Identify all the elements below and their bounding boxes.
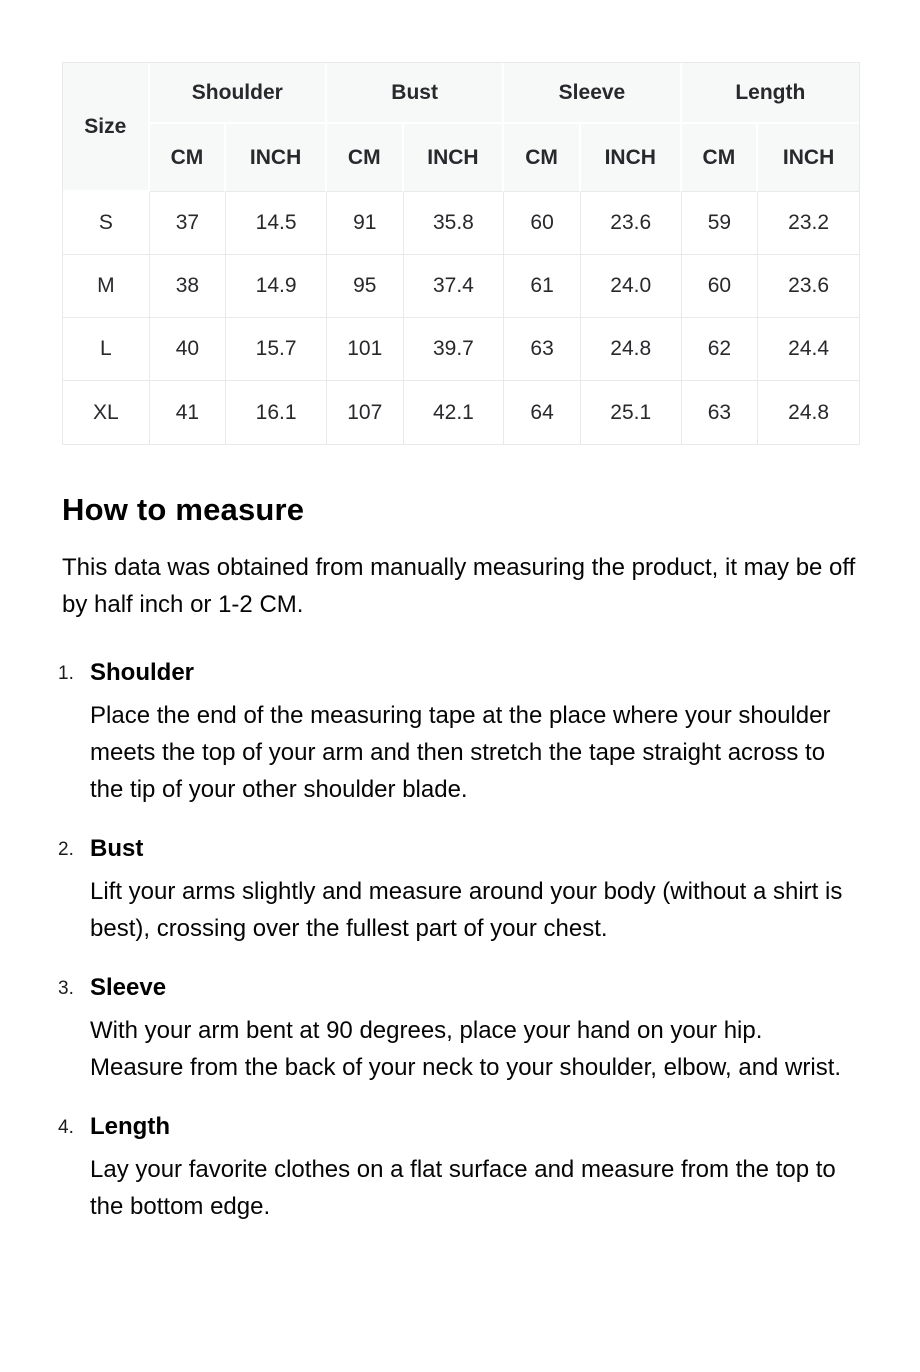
step-description: With your arm bent at 90 degrees, place your hand on your hip. Measure from the back of your neck to your shoulder, elbow, and wrist. [90, 1017, 842, 1081]
group-header-row [63, 63, 859, 124]
group-header-length: Length [682, 63, 859, 124]
step-term: Length [90, 1113, 170, 1140]
value-cell: 107 [327, 381, 404, 444]
measure-step-bust [58, 835, 860, 947]
measure-step-sleeve [58, 974, 860, 1086]
value-cell: 37 [150, 192, 227, 255]
step-body [90, 835, 860, 947]
value-cell: 60 [504, 192, 581, 255]
table-row-s [63, 192, 859, 255]
step-term: Shoulder [90, 659, 195, 686]
value-cell: 40 [150, 318, 227, 381]
step-number: 1. [58, 663, 74, 684]
value-cell: 62 [682, 318, 759, 381]
unit-header-length-inch: INCH [758, 124, 859, 192]
step-description: Lay your favorite clothes on a flat surface and measure from the top to the bottom edge. [90, 1156, 836, 1220]
measure-step-shoulder [58, 659, 860, 808]
value-cell: 24.8 [758, 381, 859, 444]
value-cell: 16.1 [226, 381, 327, 444]
size-cell: S [63, 192, 150, 255]
value-cell: 23.6 [758, 255, 859, 318]
value-cell: 24.0 [581, 255, 682, 318]
measure-step-length [58, 1113, 860, 1225]
step-body [90, 974, 860, 1086]
unit-header-sleeve-inch: INCH [581, 124, 682, 192]
value-cell: 23.6 [581, 192, 682, 255]
value-cell: 95 [327, 255, 404, 318]
unit-header-length-cm: CM [682, 124, 759, 192]
step-body [90, 659, 860, 808]
value-cell: 38 [150, 255, 227, 318]
unit-header-shoulder-cm: CM [150, 124, 227, 192]
group-header-bust: Bust [327, 63, 504, 124]
unit-header-bust-inch: INCH [404, 124, 505, 192]
unit-header-row [63, 124, 859, 192]
value-cell: 61 [504, 255, 581, 318]
measure-steps-list [58, 659, 860, 1225]
value-cell: 41 [150, 381, 227, 444]
value-cell: 35.8 [404, 192, 505, 255]
value-cell: 25.1 [581, 381, 682, 444]
unit-header-sleeve-cm: CM [504, 124, 581, 192]
size-chart-table-container [62, 62, 860, 445]
step-description: Lift your arms slightly and measure around your body (without a shirt is best), crossing over the fullest part of your chest. [90, 878, 843, 942]
unit-header-shoulder-inch: INCH [226, 124, 327, 192]
table-row-xl [63, 381, 859, 444]
size-chart-header [63, 63, 859, 192]
value-cell: 64 [504, 381, 581, 444]
step-term: Sleeve [90, 974, 167, 1001]
size-chart-table [63, 63, 859, 444]
table-row-m [63, 255, 859, 318]
value-cell: 39.7 [404, 318, 505, 381]
value-cell: 24.4 [758, 318, 859, 381]
value-cell: 15.7 [226, 318, 327, 381]
value-cell: 14.9 [226, 255, 327, 318]
measure-intro-text: This data was obtained from manually measuring the product, it may be off by half inch or 1-2 CM. [62, 554, 856, 618]
size-chart-body [63, 192, 859, 444]
group-header-sleeve: Sleeve [504, 63, 681, 124]
step-number: 3. [58, 978, 74, 999]
step-body [90, 1113, 860, 1225]
value-cell: 60 [682, 255, 759, 318]
unit-header-bust-cm: CM [327, 124, 404, 192]
value-cell: 24.8 [581, 318, 682, 381]
value-cell: 37.4 [404, 255, 505, 318]
how-to-measure-heading: How to measure [62, 492, 305, 527]
value-cell: 42.1 [404, 381, 505, 444]
value-cell: 63 [504, 318, 581, 381]
value-cell: 23.2 [758, 192, 859, 255]
step-number: 2. [58, 839, 74, 860]
size-cell: L [63, 318, 150, 381]
size-cell: M [63, 255, 150, 318]
value-cell: 101 [327, 318, 404, 381]
value-cell: 63 [682, 381, 759, 444]
table-row-l [63, 318, 859, 381]
step-number: 4. [58, 1117, 74, 1138]
step-description: Place the end of the measuring tape at the place where your shoulder meets the top of your arm and then stretch the tape straight across to the tip of your other shoulder blade. [90, 702, 831, 803]
value-cell: 14.5 [226, 192, 327, 255]
size-cell: XL [63, 381, 150, 444]
value-cell: 59 [682, 192, 759, 255]
value-cell: 91 [327, 192, 404, 255]
group-header-shoulder: Shoulder [150, 63, 327, 124]
size-column-header: Size [63, 63, 150, 192]
step-term: Bust [90, 835, 144, 862]
